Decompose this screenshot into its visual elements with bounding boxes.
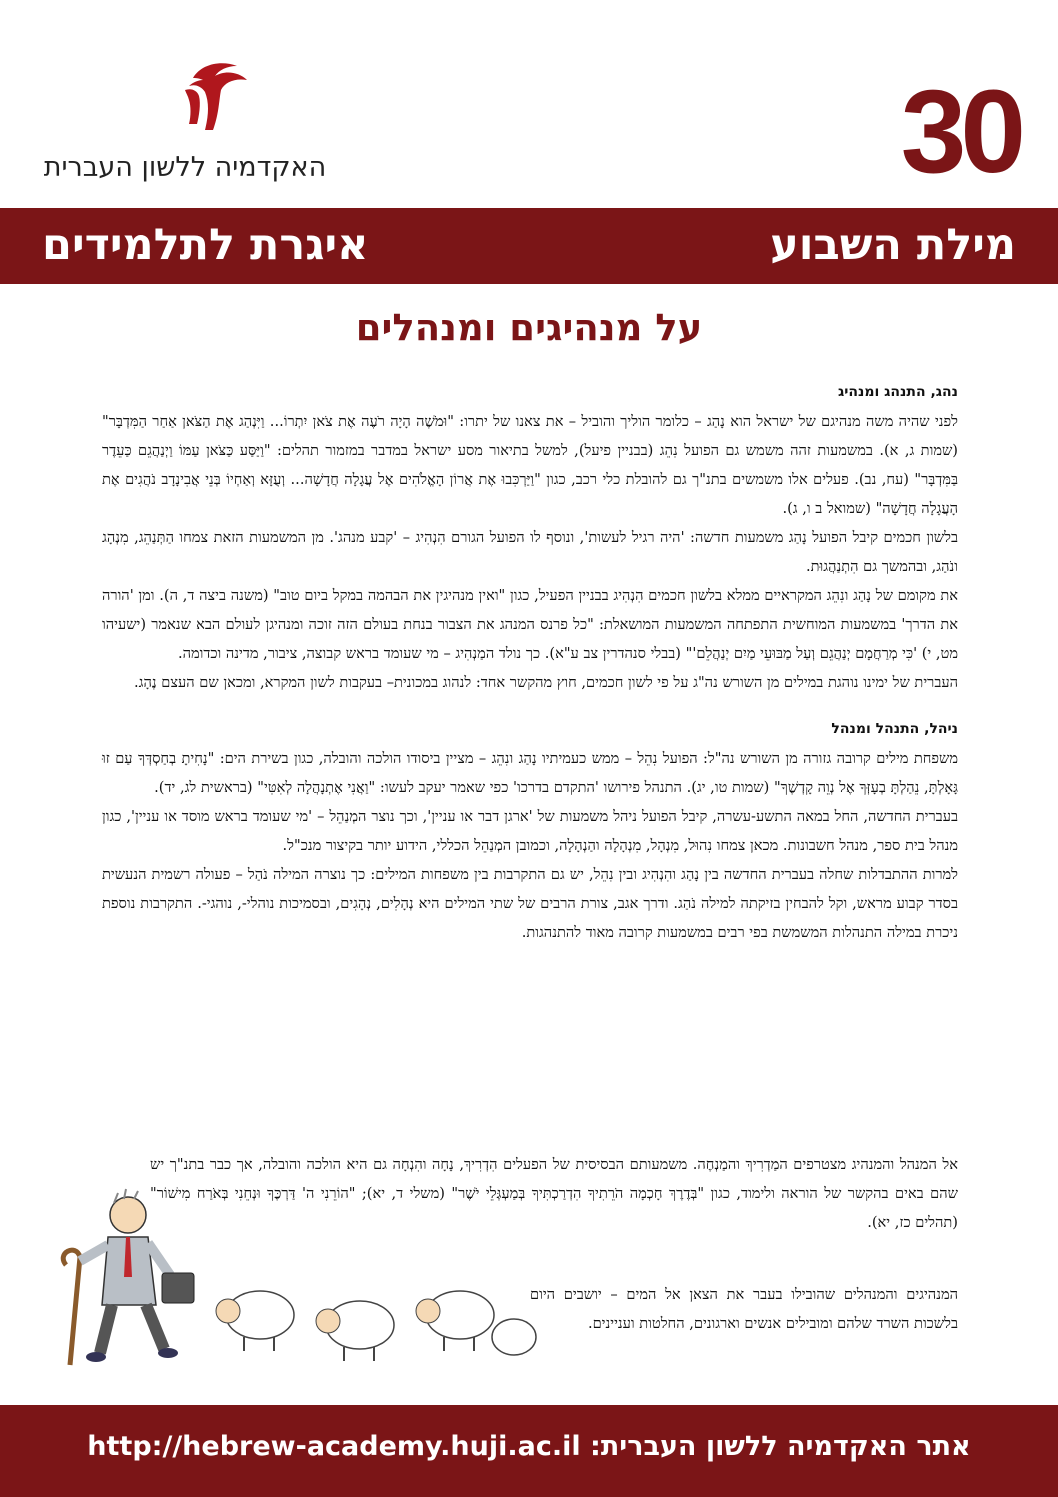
- article-title: על מנהיגים ומנהלים: [355, 306, 703, 349]
- sheep-icon: [416, 1291, 494, 1351]
- paragraph: לפני שהיה משה מנהיגם של ישראל הוא נָהַג – כלומר הוליך והוביל – את צאנו של יתרו: "וּמֹשֶׁה הָיָה רֹעֶה אֶת צֹאן יִתְרוֹ... וַיִּנְהַג אֶת הַצֹּאן אַחַר הַמִּדְבָּר" (שמות ג, א). במשמעות זהה משמש גם הפועל נִהֵג (בבניין פיעל), למשל בתיאור מסע ישראל במדבר במזמור תהלים: "וַיַּסַּע כַּצֹּאן עַמּוֹ וַיְנַהֲגֵם כַּעֵדֶר בַּמִּדְבָּר" (עח, נב). פעלים אלו משמשים בתנ"ך גם להובלת כלי רכב, כגון "וַיַּרְכִּבוּ אֶת אֲרוֹן הָאֱלֹהִים אֶל עֲגָלָה חֲדָשָׁה... וְעֻזָּא וְאַחְיוֹ בְּנֵי אֲבִינָדָב נֹהֲגִים אֶת הָעֲגָלָה חֲדָשָׁה" (שמואל ב ו, ג).: [102, 413, 958, 517]
- paragraph: העברית של ימינו נוהגת במילים מן השורש נה"ג על פי לשון חכמים, חוץ מהקשר אחד: לנהוג במכונית– בעקבות לשון המקרא, ומכאן שם העצם נֶהָג.: [134, 674, 958, 691]
- academy-name: האקדמיה ללשון העברית: [43, 152, 327, 183]
- title-banner: [0, 208, 1058, 284]
- word-of-week-label: מילת השבוע: [770, 220, 1016, 270]
- paragraph: משפחת מילים קרובה גזורה מן השורש נה"ל: הפועל נִהֵל – ממש כעמיתיו נָהַג ונִהֵג – מציין ביסודו הולכה והובלה, כגון בשירת הים: "נָחִיתָ בְחַסְדְּךָ עַם זוּ גָּאָלְתָּ, נֵהַלְתָּ בְעָזְּךָ אֶל נְוֵה קָדְשֶׁךָ" (שמות טו, יג). התנהל פירושו 'התקדם בדרכו' כפי שאמר יעקב לעשו: "וַאֲנִי אֶתְנָהֲלָה לְאִטִּי" (בראשית לג, יד).: [102, 750, 958, 796]
- paragraph: את מקומם של נָהַג ונִהֵג המקראיים ממלא בלשון חכמים הִנְהִיג בבניין הפעיל, כגון "ואין מנהיגין את הבהמה במקל ביום טוב" (משנה ביצה ד, ה). ומן 'הורה את הדרך' במשמעות המוחשית התפתחה המשמעות המושאלת: "כל פרנס המנהג את הצבור בנחת בעולם הזה זוכה ומנהיגן לעולם הבא שנאמר (ישעיהו מט, י) 'כִּי מְרַחֲמָם יְנַהֲגֵם וְעַל מַבּוּעֵי מַיִם יְנַהֲלֵם'" (בבלי סנהדרין צב ע"א). כך נולד המַנְהִיג – מי שעומד בראש קבוצה, ציבור, מדינה וכדומה.: [102, 587, 958, 662]
- leader-with-sheep-illustration: [30, 1165, 540, 1375]
- paragraph: למרות ההתבדלות שחלה בעברית החדשה בין נָהַג והִנְהִיג ובין נִהֵל, יש גם התקרבות בין משפחות המילים: כך נוצרה המילה נֹהַל – פעולה רשמית הנעשית בסדר קבוע מראש, וקל להבחין בזיקתה למילה נֹהַג. ודרך אגב, צורת הרבים של שתי המילים היא נְהָלִים, נְהָגִים, ובסמיכות נוהלי-, נוהגי-. התקרבות נוספת ניכרת במילה התנהלות המשמשת בפי רבים במשמעות קרובה מאוד להתנהגות.: [102, 866, 958, 941]
- section-heading: נהג, התנהג ומנהיג: [838, 384, 958, 400]
- closing-paragraph: המנהיגים והמנהלים שהובילו בעבר את הצאן אל המים – יושבים היום בלשכות השרד שלהם ומובילים אנשים וארגונים, החלטות ועניינים.: [530, 1286, 958, 1332]
- paragraph: בעברית החדשה, החל במאה התשע-עשרה, קיבל הפועל ניהל משמעות של 'ארגן דבר או עניין', וכך נוצר המְנַהֵל – 'מי שעומד בראש מוסד או עניין', כגון מנהל בית ספר, מנהל חשבונות. מכאן צמחו נִהוּל, מִנְהָל, מִנְהָלָה והַנְהָלָה, וכמובן המְנַהֵל הכללי, הידוע יותר בקיצור מנכ"ל.: [102, 808, 958, 854]
- footer-bar: [0, 1405, 1058, 1497]
- section-heading: ניהל, התנהל ומנהל: [831, 721, 958, 737]
- paragraph: בלשון חכמים קיבל הפועל נָהַג משמעות חדשה: 'היה רגיל לעשות', ונוסף לו הפועל הגורם הִנְהִיג – 'קבע מנהג'. מן המשמעות הזאת צמחו הַתְּנַהֵג, מִנְהָג ונֹהַג, ובהמשך גם הִתְנַהֲגוּת.: [102, 529, 958, 575]
- sheep-icon: [492, 1319, 536, 1355]
- sheep-icon: [316, 1301, 394, 1361]
- academy-logo: [40, 60, 330, 185]
- students-letter-label: איגרת לתלמידים: [42, 220, 369, 270]
- article-body: [102, 378, 958, 947]
- issue-number: 30: [900, 66, 1020, 198]
- paragraph: אל המנהל והמנהיג מצטרפים המַדְרִיךְ והמַנְחֶה. משמעותם הבסיסית של הפעלים הִדְרִיךְ, נָחָה והִנְחָה גם היא הולכה והובלה, אך כבר בתנ"ך יש שהם באים בהקשר של הוראה ולימוד, כגון "בְּדֶרֶךְ חָכְמָה הֹרֵתִיךָ הִדְרַכְתִּיךָ בְּמַעְגְּלֵי יֹשֶׁר" (משלי ד, יא); "הוֹרֵנִי ה' דַּרְכֶּךָ וּנְחֵנִי בְּאֹרַח מִישׁוֹר" (תהלים כז, יא).: [150, 1156, 958, 1231]
- academy-logo-icon: [175, 60, 255, 142]
- website-link[interactable]: אתר האקדמיה ללשון העברית: http://hebrew-academy.huji.ac.il: [87, 1431, 971, 1462]
- sheep-icon: [216, 1291, 294, 1351]
